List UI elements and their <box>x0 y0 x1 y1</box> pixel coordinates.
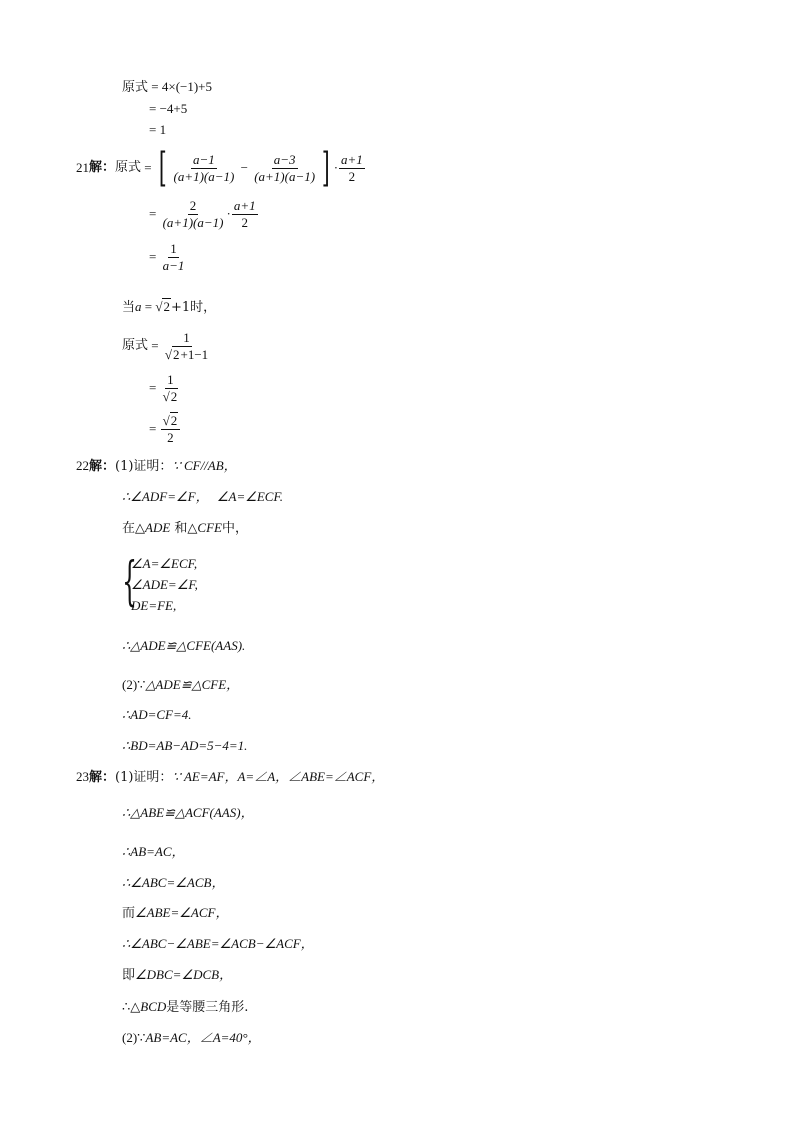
b20-rhs2: −4+5 <box>159 101 188 116</box>
b21-when: 当a = √2+1时， <box>122 299 217 315</box>
b23-line3: ∴AB=AC， <box>122 844 185 859</box>
b20-lhs: 原式 <box>122 80 149 95</box>
b23-line6: ∴∠ABC−∠ABE=∠ACB−∠ACF， <box>122 936 314 951</box>
b21-sub3: = $\frac{√2}{2}$ <box>149 411 181 447</box>
b22-cond1: ∠A=∠ECF, <box>131 556 198 571</box>
b21-frac6: $\frac{1}{a-1}$ <box>162 240 185 273</box>
b21-frac9: $\frac{√2}{2}$ <box>161 414 181 445</box>
b21-number: 21 <box>76 160 89 175</box>
b23-line8: ∴△BCD是等腰三角形. <box>122 999 249 1015</box>
b21-frac7: $\frac{1}{√2+1-1}$ <box>164 329 209 362</box>
b21-frac8: $\frac{1}{√2}$ <box>162 371 178 404</box>
b21-lhs: 原式 <box>115 160 142 175</box>
b20-line3: = 1 <box>149 122 167 137</box>
b23-line2: ∴△ABE≌△ACF(AAS)， <box>122 805 254 820</box>
b20-rhs3: 1 <box>159 122 167 137</box>
b21-frac5: $\frac{a+1}{2}$ <box>233 197 256 230</box>
b20-line2: = −4+5 <box>149 101 188 116</box>
b22-line3: 在△ADE 和△CFE中， <box>122 520 248 536</box>
b23-line4: ∴∠ABC=∠ACB， <box>122 875 225 890</box>
b23-line1: 23解：(1)证明：∵ AE=AF，A=∠A，∠ABE=∠ACF， <box>76 769 385 785</box>
b21-line2: = $\frac{2}{(a+1)(a-1)}$ · $\frac{a+1}{2}$ <box>149 197 256 230</box>
b20-rhs1: 4×(−1)+5 <box>161 79 213 94</box>
b23-line7: 即∠DBC=∠DCB， <box>122 967 233 983</box>
b20-line1: 原式 = 4×(−1)+5 <box>122 79 213 95</box>
b21-sub2: = $\frac{1}{√2}$ <box>149 370 181 406</box>
b22-cond3: DE=FE, <box>131 598 177 613</box>
b23-p2-line1: (2)∵AB=AC，∠A=40°， <box>122 1030 261 1045</box>
b21-frac2: $\frac{a-3}{(a+1)(a-1)}$ <box>254 151 316 184</box>
b22-brace: { <box>122 552 137 612</box>
b21-frac4: $\frac{2}{(a+1)(a-1)}$ <box>162 197 224 230</box>
b22-line2: ∴∠ADF=∠F， ∠A=∠ECF. <box>122 489 283 504</box>
b21-sub1: 原式 = $\frac{1}{√2+1-1}$ <box>122 329 209 362</box>
b22-p2-line1: (2)∵△ADE≌△CFE， <box>122 677 240 692</box>
b22-p2-line3: ∴BD=AB−AD=5−4=1. <box>122 738 248 753</box>
b22-concl: ∴△ADE≌△CFE(AAS). <box>122 638 246 653</box>
b22-p2-line2: ∴AD=CF=4. <box>122 707 192 722</box>
b21-solve: 解： <box>89 160 116 175</box>
b22-line1: 22解：(1)证明：∵ CF//AB， <box>76 458 237 474</box>
b21-frac1: $\frac{a-1}{(a+1)(a-1)}$ <box>173 151 235 184</box>
b21-line3: = $\frac{1}{a-1}$ <box>149 240 185 273</box>
b22-cond2: ∠ADE=∠F, <box>131 577 198 592</box>
b21-frac3: $\frac{a+1}{2}$ <box>341 151 363 184</box>
b21-line1: 21 解： 原式 = [ $\frac{a-1}{(a+1)(a-1)}$ − $\frac{a-3}{(a+1)(a-1)}$ ] · $\frac{a+1}{2}$ <box>76 145 363 191</box>
b23-line5: 而∠ABE=∠ACF， <box>122 905 229 921</box>
